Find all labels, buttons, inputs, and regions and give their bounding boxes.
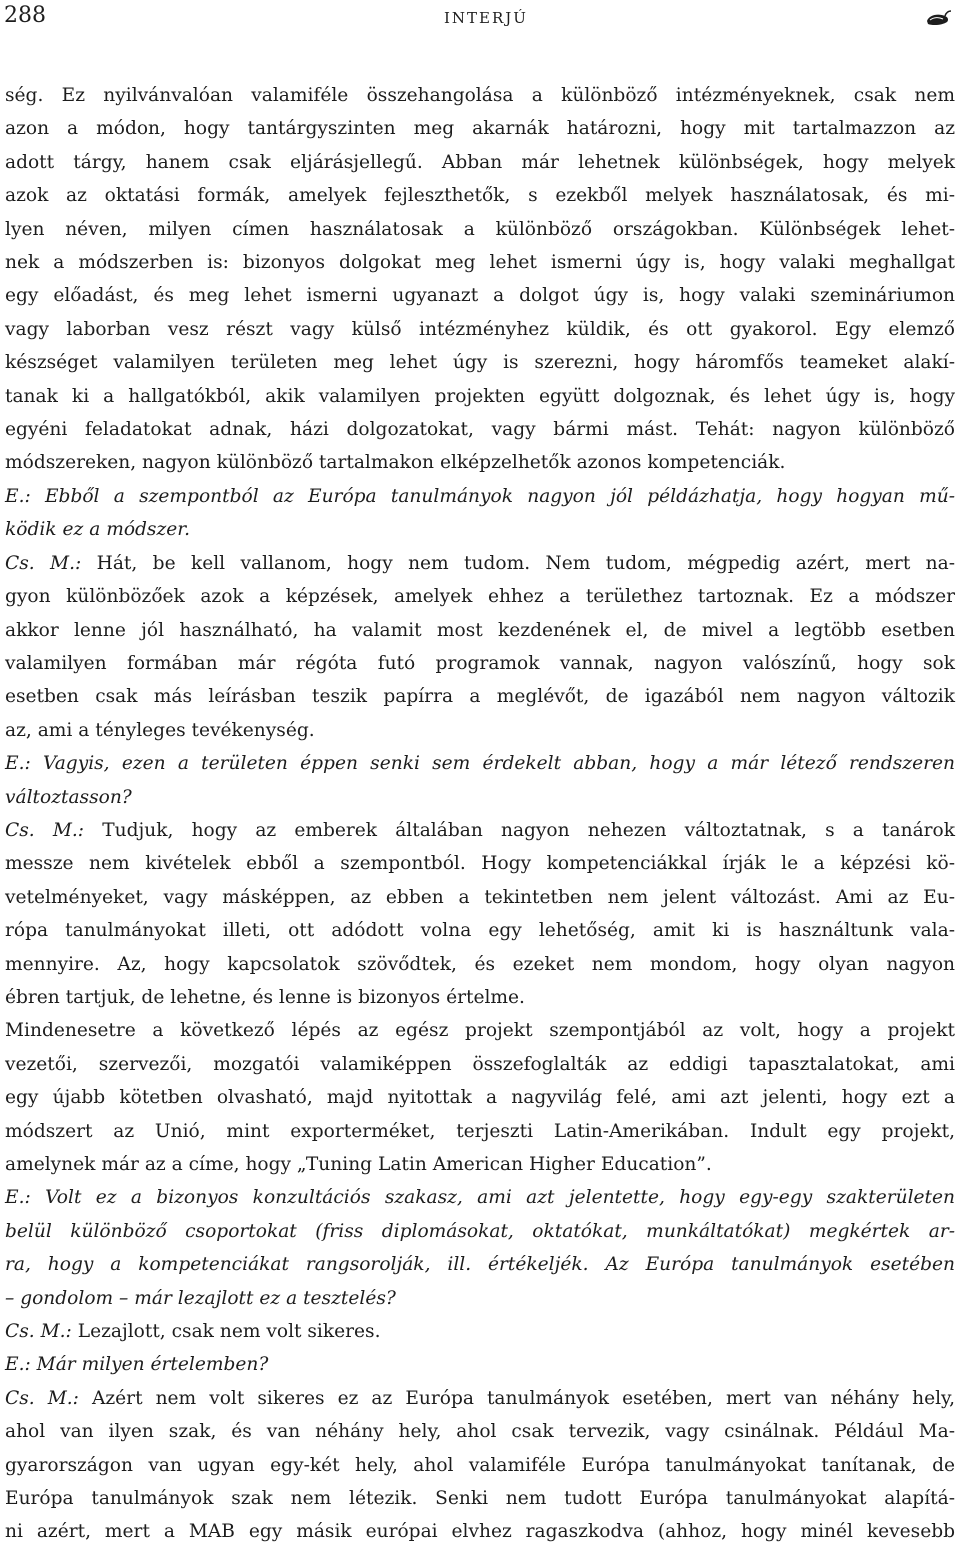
line-text: tanak ki a hallgatókból, akik valamilyen projekten együtt dolgoznak, és lehet úgy is, hogy — [5, 385, 955, 407]
line-text: módszereken, nagyon különböző tartalmakon elképzelhetők azonos kompetenciák. — [5, 452, 786, 474]
page-header — [4, 3, 952, 35]
line-text: ködik ez a módszer. — [5, 519, 191, 541]
speaker-label: Cs. M.: — [5, 552, 82, 574]
text-line — [5, 79, 955, 112]
line-text: gyarországon van ugyan egy-két hely, ahol valamiféle Európa tanulmányokat tanítanak, de — [5, 1454, 955, 1476]
line-text: E.: Már milyen értelemben? — [5, 1354, 269, 1376]
line-text: esetben csak más leírásban teszik papírra a meglévőt, de igazából nem nagyon változik — [5, 686, 955, 708]
text-line — [5, 513, 955, 546]
text-line — [5, 580, 955, 613]
line-text: Lezajlott, csak nem volt sikeres. — [71, 1321, 381, 1343]
text-line — [5, 747, 955, 780]
line-text: ra, hogy a kompetenciákat rangsorolják, ill. értékeljék. Az Európa tanulmányok esetében — [5, 1254, 955, 1276]
line-text: Európa tanulmányok szak nem létezik. Senki nem tudott Európa tanulmányokat alapítá- — [5, 1488, 955, 1510]
interview-text — [5, 79, 955, 1549]
line-text: azon a módon, hogy tantárgyszinten meg akarnák határozni, hogy mit tartalmazzon az — [5, 118, 955, 140]
text-line — [5, 146, 955, 179]
text-line — [5, 1215, 955, 1248]
text-line — [5, 1315, 955, 1348]
text-line — [5, 1348, 955, 1381]
line-text: módszert az Unió, mint exporterméket, terjeszti Latin-Amerikában. Indult egy projekt, — [5, 1120, 955, 1142]
text-line — [5, 614, 955, 647]
text-line — [5, 246, 955, 279]
line-text: egy újabb kötetben olvasható, majd nyitottak a nagyvilág felé, ami azt jelenti, hogy ezt a — [5, 1087, 955, 1109]
text-line — [5, 1048, 955, 1081]
text-line — [5, 881, 955, 914]
line-text: gyon különbözőek azok a képzések, amelyek ehhez a területhez tartoznak. Ez a módszer — [5, 586, 955, 608]
text-line — [5, 547, 955, 580]
line-text: adott tárgy, hanem csak eljárásjellegű. Abban már lehetnek különbségek, hogy melyek — [5, 151, 955, 173]
speaker-label: Cs. M.: — [5, 1387, 79, 1409]
text-line — [5, 1248, 955, 1281]
text-line — [5, 814, 955, 847]
line-text: Mindenesetre a következő lépés az egész projekt szempontjából az volt, hogy a projekt — [5, 1020, 955, 1042]
text-line — [5, 1515, 955, 1548]
text-line — [5, 981, 955, 1014]
line-text: egyéni feladatokat adnak, házi dolgozatokat, vagy bármi mást. Tehát: nagyon különböző — [5, 419, 955, 441]
text-line — [5, 647, 955, 680]
text-line — [5, 480, 955, 513]
line-text: akkor lenne jól használható, ha valamit most kezdenének el, de mivel a legtöbb esetben — [5, 619, 955, 641]
line-text: mennyire. Az, hogy kapcsolatok szövődtek, és ezeket nem mondom, hogy olyan nagyon — [5, 953, 955, 975]
page-number: 288 — [4, 3, 46, 28]
line-text: E.: Volt ez a bizonyos konzultációs szakasz, ami azt jelentette, hogy egy-egy szakterületen — [5, 1187, 955, 1209]
text-line — [5, 1014, 955, 1047]
line-text: egy előadást, és meg lehet ismerni ugyanazt a dolgot úgy is, hogy valaki szemináriumon — [5, 285, 955, 307]
line-text: rópa tanulmányokat illeti, ott adódott volna egy lehetőség, amit ki is használtunk vala- — [5, 920, 955, 942]
text-line — [5, 1282, 955, 1315]
text-line — [5, 179, 955, 212]
text-line — [5, 1181, 955, 1214]
text-line — [5, 112, 955, 145]
text-line — [5, 914, 955, 947]
line-text: vezetői, szervezői, mozgatói valamiképpen összefoglalták az eddigi tapasztalatokat, ami — [5, 1053, 955, 1075]
line-text: vagy laborban vesz részt vagy külső intézményhez küldik, és ott gyakorol. Egy elemző — [5, 318, 955, 340]
line-text: Hát, be kell vallanom, hogy nem tudom. Nem tudom, mégpedig azért, mert na- — [81, 552, 955, 574]
line-text: E.: Ebből a szempontból az Európa tanulmányok nagyon jól példázhatja, hogy hogyan mű- — [5, 485, 955, 507]
speaker-label: Cs. M.: — [5, 819, 85, 841]
line-text: az, ami a tényleges tevékenység. — [5, 719, 315, 741]
line-text: készséget valamilyen területen meg lehet úgy is szerezni, hogy háromfős teameket alakí- — [5, 352, 955, 374]
text-line — [5, 781, 955, 814]
line-text: E.: Vagyis, ezen a területen éppen senki sem érdekelt abban, hogy a már létező rendszeren — [5, 753, 955, 775]
line-text: ni azért, mert a MAB egy másik európai elvhez ragaszkodva (ahhoz, hogy minél kevesebb — [5, 1521, 955, 1543]
line-text: változtasson? — [5, 786, 132, 808]
text-line — [5, 1115, 955, 1148]
line-text: valamilyen formában már régóta futó programok vannak, nagyon valószínű, hogy sok — [5, 652, 955, 674]
line-text: amelynek már az a címe, hogy „Tuning Latin American Higher Education”. — [5, 1154, 712, 1175]
line-text: Azért nem volt sikeres ez az Európa tanulmányok esetében, mert van néhány hely, — [78, 1387, 955, 1409]
text-line — [5, 847, 955, 880]
line-text: vetelményeket, vagy másképpen, az ebben a tekintetben nem jelent változást. Ami az Eu- — [5, 886, 955, 908]
text-line — [5, 346, 955, 379]
text-line — [5, 714, 955, 747]
pepper-ornament-icon — [924, 7, 952, 29]
text-line — [5, 680, 955, 713]
line-text: nek a módszerben is: bizonyos dolgokat meg lehet ismerni úgy is, hogy valaki meghallgat — [5, 252, 955, 274]
text-line — [5, 948, 955, 981]
line-text: Tudjuk, hogy az emberek általában nagyon nehezen változtatnak, s a tanárok — [84, 819, 955, 841]
text-line — [5, 380, 955, 413]
text-line — [5, 446, 955, 479]
line-text: – gondolom – már lezajlott ez a tesztelés? — [5, 1287, 396, 1309]
line-text: lyen néven, milyen címen használatosak a különböző országokban. Különbségek lehet- — [5, 218, 955, 240]
line-text: azok az oktatási formák, amelyek fejleszthetők, s ezekből melyek használatosak, és mi- — [5, 185, 955, 207]
running-head: INTERJÚ — [444, 9, 528, 27]
text-line — [5, 279, 955, 312]
text-line — [5, 213, 955, 246]
line-text: ség. Ez nyilvánvalóan valamiféle összehangolása a különböző intézményeknek, csak nem — [5, 85, 955, 106]
text-line — [5, 1081, 955, 1114]
text-line — [5, 1449, 955, 1482]
text-line — [5, 1148, 955, 1181]
text-line — [5, 1482, 955, 1515]
line-text: ahol van ilyen szak, és van néhány hely, ahol csak tervezik, vagy csinálnak. Például Ma- — [5, 1421, 955, 1443]
text-line — [5, 1415, 955, 1448]
text-line — [5, 313, 955, 346]
text-line — [5, 413, 955, 446]
line-text: messze nem kivételek ebből a szempontból. Hogy kompetenciákkal írják le a képzési kö- — [5, 853, 955, 875]
line-text: belül különböző csoportokat (friss diplomásokat, oktatókat, munkáltatókat) megkértek ar- — [5, 1220, 955, 1242]
line-text: ébren tartjuk, de lehetne, és lenne is bizonyos értelme. — [5, 986, 525, 1008]
text-line — [5, 1382, 955, 1415]
speaker-label: Cs. M.: — [5, 1321, 72, 1343]
